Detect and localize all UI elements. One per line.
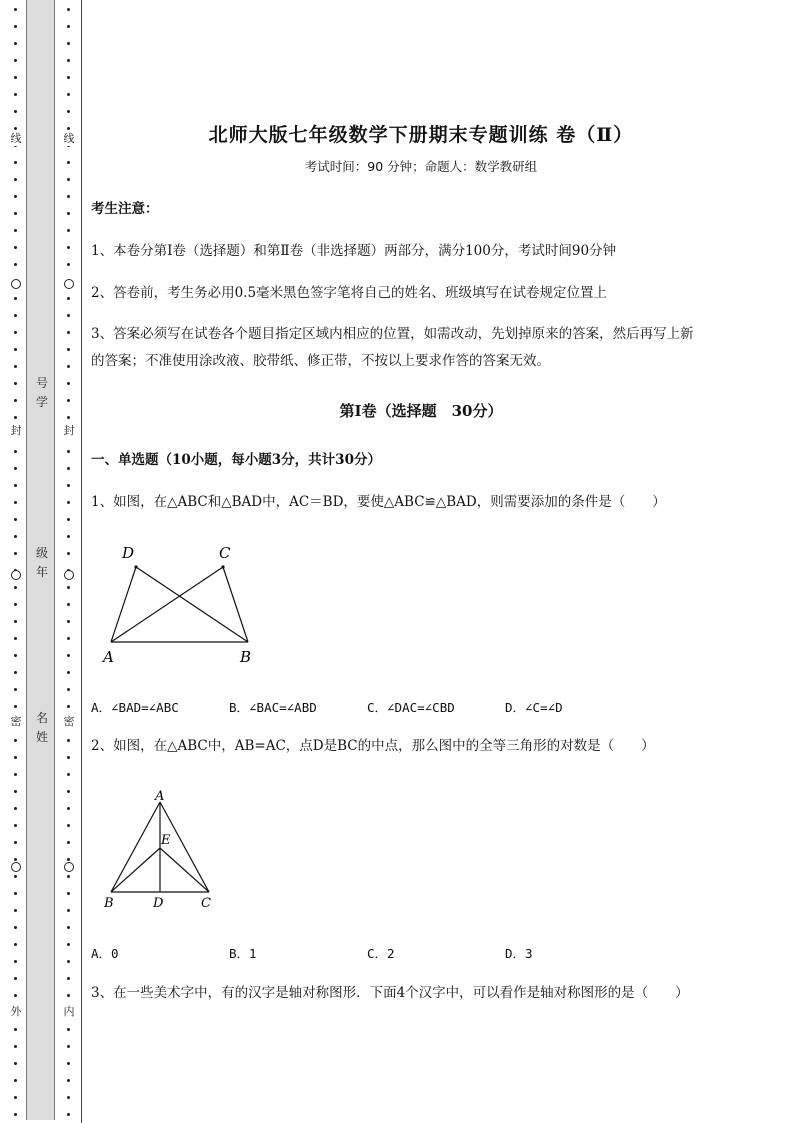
grade-label: 级年	[35, 546, 48, 579]
binding-dot	[14, 25, 17, 28]
notice-item: 3、答案必须写在试卷各个题目指定区域内相应的位置，如需改动，先划掉原来的答案，然后再写上新	[91, 326, 694, 342]
binding-circle	[64, 862, 74, 872]
binding-dot	[67, 603, 70, 606]
option-a[interactable]: A．∠BAD=∠ABC	[91, 700, 179, 715]
binding-dot	[67, 212, 70, 215]
binding-dot	[67, 331, 70, 334]
notice-item: 1、本卷分第Ⅰ卷（选择题）和第Ⅱ卷（非选择题）两部分，满分100分，考试时间90分钟	[91, 243, 617, 259]
binding-dot	[14, 671, 17, 674]
binding-circle	[11, 279, 21, 289]
binding-dot	[67, 926, 70, 929]
binding-dot	[14, 824, 17, 827]
page-title: 北师大版七年级数学下册期末专题训练 卷（Ⅱ）	[208, 124, 634, 146]
segment-be	[111, 848, 160, 892]
name-label: 名姓	[35, 711, 48, 744]
binding-dot	[67, 773, 70, 776]
binding-dot	[67, 790, 70, 793]
binding-dot	[67, 807, 70, 810]
binding-dot	[67, 501, 70, 504]
binding-dot	[67, 824, 70, 827]
label-a: A	[155, 789, 165, 804]
binding-dot	[14, 1028, 17, 1031]
question-2-stem: 2、如图，在△ABC中，AB=AC，点D是BC的中点，那么图中的全等三角形的对数是（ ）	[91, 738, 655, 754]
binding-dot	[67, 1079, 70, 1082]
part-title: 第Ⅰ卷（选择题 30分）	[339, 402, 503, 420]
binding-dot	[14, 365, 17, 368]
binding-dot	[67, 1113, 70, 1116]
binding-mark-mi-inner: 密	[63, 715, 75, 728]
binding-dot	[14, 195, 17, 198]
binding-dot	[67, 1096, 70, 1099]
option-d[interactable]: D．3	[505, 946, 533, 961]
question-2-figure	[99, 786, 229, 916]
binding-dot	[14, 994, 17, 997]
binding-dot	[14, 93, 17, 96]
binding-dot	[67, 110, 70, 113]
binding-dot	[67, 943, 70, 946]
binding-dot	[67, 127, 70, 130]
option-b[interactable]: B．∠BAC=∠ABD	[229, 700, 317, 715]
binding-dot	[67, 756, 70, 759]
binding-dot	[67, 348, 70, 351]
binding-dot	[67, 93, 70, 96]
binding-dot	[67, 76, 70, 79]
question-1-options	[91, 698, 563, 716]
binding-dot	[14, 858, 17, 861]
binding-dot	[67, 484, 70, 487]
binding-mark-mi-outer: 密	[10, 715, 22, 728]
binding-circle	[11, 862, 21, 872]
notice-item: 2、答卷前，考生务必用0.5毫米黑色签字笔将自己的姓名、班级填写在试卷规定位置上	[91, 285, 608, 301]
binding-dot	[67, 399, 70, 402]
binding-dot	[67, 195, 70, 198]
binding-dot	[14, 977, 17, 980]
binding-dot	[67, 178, 70, 181]
binding-dot	[14, 841, 17, 844]
binding-mark-nei: 内	[63, 1005, 75, 1018]
binding-dot	[14, 127, 17, 130]
binding-dots-inner	[62, 0, 76, 1123]
binding-dot	[14, 1045, 17, 1048]
segment-bd	[136, 567, 248, 642]
binding-dots-outer	[9, 0, 23, 1123]
exam-info: 考试时间：90 分钟；命题人：数学教研组	[304, 159, 538, 174]
binding-dot	[67, 858, 70, 861]
question-1-figure	[99, 540, 269, 670]
binding-dot	[14, 1096, 17, 1099]
segment-bc	[223, 567, 248, 642]
binding-dot	[67, 59, 70, 62]
binding-dot	[14, 654, 17, 657]
binding-dot	[14, 518, 17, 521]
notice-heading: 考生注意：	[91, 201, 159, 217]
binding-dot	[67, 586, 70, 589]
binding-dot	[14, 875, 17, 878]
question-2-options	[91, 944, 533, 962]
binding-mark-wai: 外	[10, 1005, 22, 1018]
binding-dot	[67, 841, 70, 844]
binding-border-line	[81, 0, 82, 1123]
segment-ac	[111, 567, 223, 642]
binding-dot	[14, 399, 17, 402]
binding-dot	[67, 246, 70, 249]
label-d: D	[122, 544, 135, 562]
label-c: C	[201, 896, 211, 911]
binding-dot	[14, 926, 17, 929]
binding-dot	[67, 892, 70, 895]
binding-dot	[14, 688, 17, 691]
binding-dot	[67, 977, 70, 980]
point-d	[134, 565, 137, 568]
question-3-stem: 3、在一些美术字中，有的汉字是轴对称图形．下面4个汉字中，可以看作是轴对称图形的是（ ）	[91, 985, 689, 1001]
binding-dot	[14, 705, 17, 708]
binding-dot	[67, 875, 70, 878]
binding-dot	[67, 25, 70, 28]
binding-mark-xian-outer: 线	[10, 132, 22, 145]
binding-dot	[67, 637, 70, 640]
binding-dot	[14, 1062, 17, 1065]
label-a: A	[103, 648, 114, 666]
label-d: D	[153, 896, 164, 911]
option-c[interactable]: C．2	[367, 946, 395, 961]
binding-dot	[14, 314, 17, 317]
binding-dot	[14, 450, 17, 453]
binding-dot	[14, 552, 17, 555]
label-b: B	[240, 648, 252, 666]
binding-dot	[67, 909, 70, 912]
binding-dot	[67, 365, 70, 368]
label-b: B	[104, 896, 114, 911]
binding-dot	[14, 297, 17, 300]
binding-dot	[14, 603, 17, 606]
binding-dot	[67, 960, 70, 963]
binding-mark-feng-outer: 封	[10, 424, 22, 437]
binding-dot	[14, 246, 17, 249]
binding-dot	[67, 450, 70, 453]
binding-dot	[67, 620, 70, 623]
binding-dot	[14, 586, 17, 589]
point-c	[221, 565, 224, 568]
binding-dot	[67, 1062, 70, 1065]
student-number-label: 号学	[35, 376, 48, 409]
section-heading: 一、单选题（10小题，每小题3分，共计30分）	[91, 452, 381, 468]
binding-dot	[14, 467, 17, 470]
binding-dot	[67, 1028, 70, 1031]
binding-dot	[14, 960, 17, 963]
binding-dot	[14, 178, 17, 181]
binding-dot	[14, 1079, 17, 1082]
binding-dot	[14, 229, 17, 232]
binding-dot	[14, 892, 17, 895]
binding-dot	[14, 807, 17, 810]
binding-dot	[67, 705, 70, 708]
option-d[interactable]: D．∠C=∠D	[505, 700, 563, 715]
option-b[interactable]: B．1	[229, 946, 257, 961]
binding-dot	[67, 416, 70, 419]
binding-dot	[67, 535, 70, 538]
binding-dot	[14, 790, 17, 793]
binding-dot	[67, 42, 70, 45]
binding-dot	[14, 212, 17, 215]
binding-dot	[14, 909, 17, 912]
binding-dot	[14, 773, 17, 776]
binding-dot	[67, 552, 70, 555]
binding-dot	[67, 314, 70, 317]
option-c[interactable]: C．∠DAC=∠CBD	[367, 700, 455, 715]
binding-dot	[14, 42, 17, 45]
binding-dot	[14, 739, 17, 742]
binding-circle	[64, 279, 74, 289]
binding-dot	[67, 229, 70, 232]
binding-dot	[67, 263, 70, 266]
binding-dot	[67, 994, 70, 997]
binding-dot	[67, 671, 70, 674]
binding-circle	[64, 570, 74, 580]
binding-column-inner	[62, 0, 76, 1123]
binding-dot	[14, 501, 17, 504]
binding-dot	[14, 382, 17, 385]
binding-dot	[14, 1113, 17, 1116]
binding-dot	[14, 620, 17, 623]
question-1-stem: 1、如图，在△ABC和△BAD中，AC＝BD，要使△ABC≌△BAD，则需要添加的条件是（ ）	[91, 494, 666, 510]
binding-dot	[67, 654, 70, 657]
binding-dot	[67, 8, 70, 11]
binding-dot	[14, 484, 17, 487]
notice-item: 的答案；不准使用涂改液、胶带纸、修正带，不按以上要求作答的答案无效。	[91, 353, 550, 369]
binding-dot	[67, 297, 70, 300]
label-c: C	[219, 544, 231, 562]
label-e: E	[161, 833, 171, 848]
binding-mark-xian-inner: 线	[63, 132, 75, 145]
segment-ad	[111, 567, 136, 642]
binding-dot	[14, 263, 17, 266]
binding-dot	[14, 943, 17, 946]
binding-dot	[67, 382, 70, 385]
binding-mark-feng-inner: 封	[63, 424, 75, 437]
binding-dot	[14, 348, 17, 351]
binding-dot	[14, 161, 17, 164]
binding-column-outer	[9, 0, 23, 1123]
binding-dot	[67, 739, 70, 742]
binding-dot	[14, 756, 17, 759]
binding-dot	[14, 110, 17, 113]
segment-ab	[111, 802, 160, 892]
binding-dot	[14, 416, 17, 419]
segment-ce	[160, 848, 209, 892]
binding-dot	[14, 76, 17, 79]
binding-dot	[14, 637, 17, 640]
binding-circle	[11, 570, 21, 580]
binding-dot	[67, 1045, 70, 1048]
binding-dot	[67, 467, 70, 470]
binding-dot	[14, 59, 17, 62]
binding-dot	[14, 331, 17, 334]
binding-dot	[67, 518, 70, 521]
option-a[interactable]: A．0	[91, 946, 119, 961]
binding-dot	[67, 688, 70, 691]
binding-dot	[14, 535, 17, 538]
binding-dot	[14, 8, 17, 11]
binding-dot	[67, 161, 70, 164]
